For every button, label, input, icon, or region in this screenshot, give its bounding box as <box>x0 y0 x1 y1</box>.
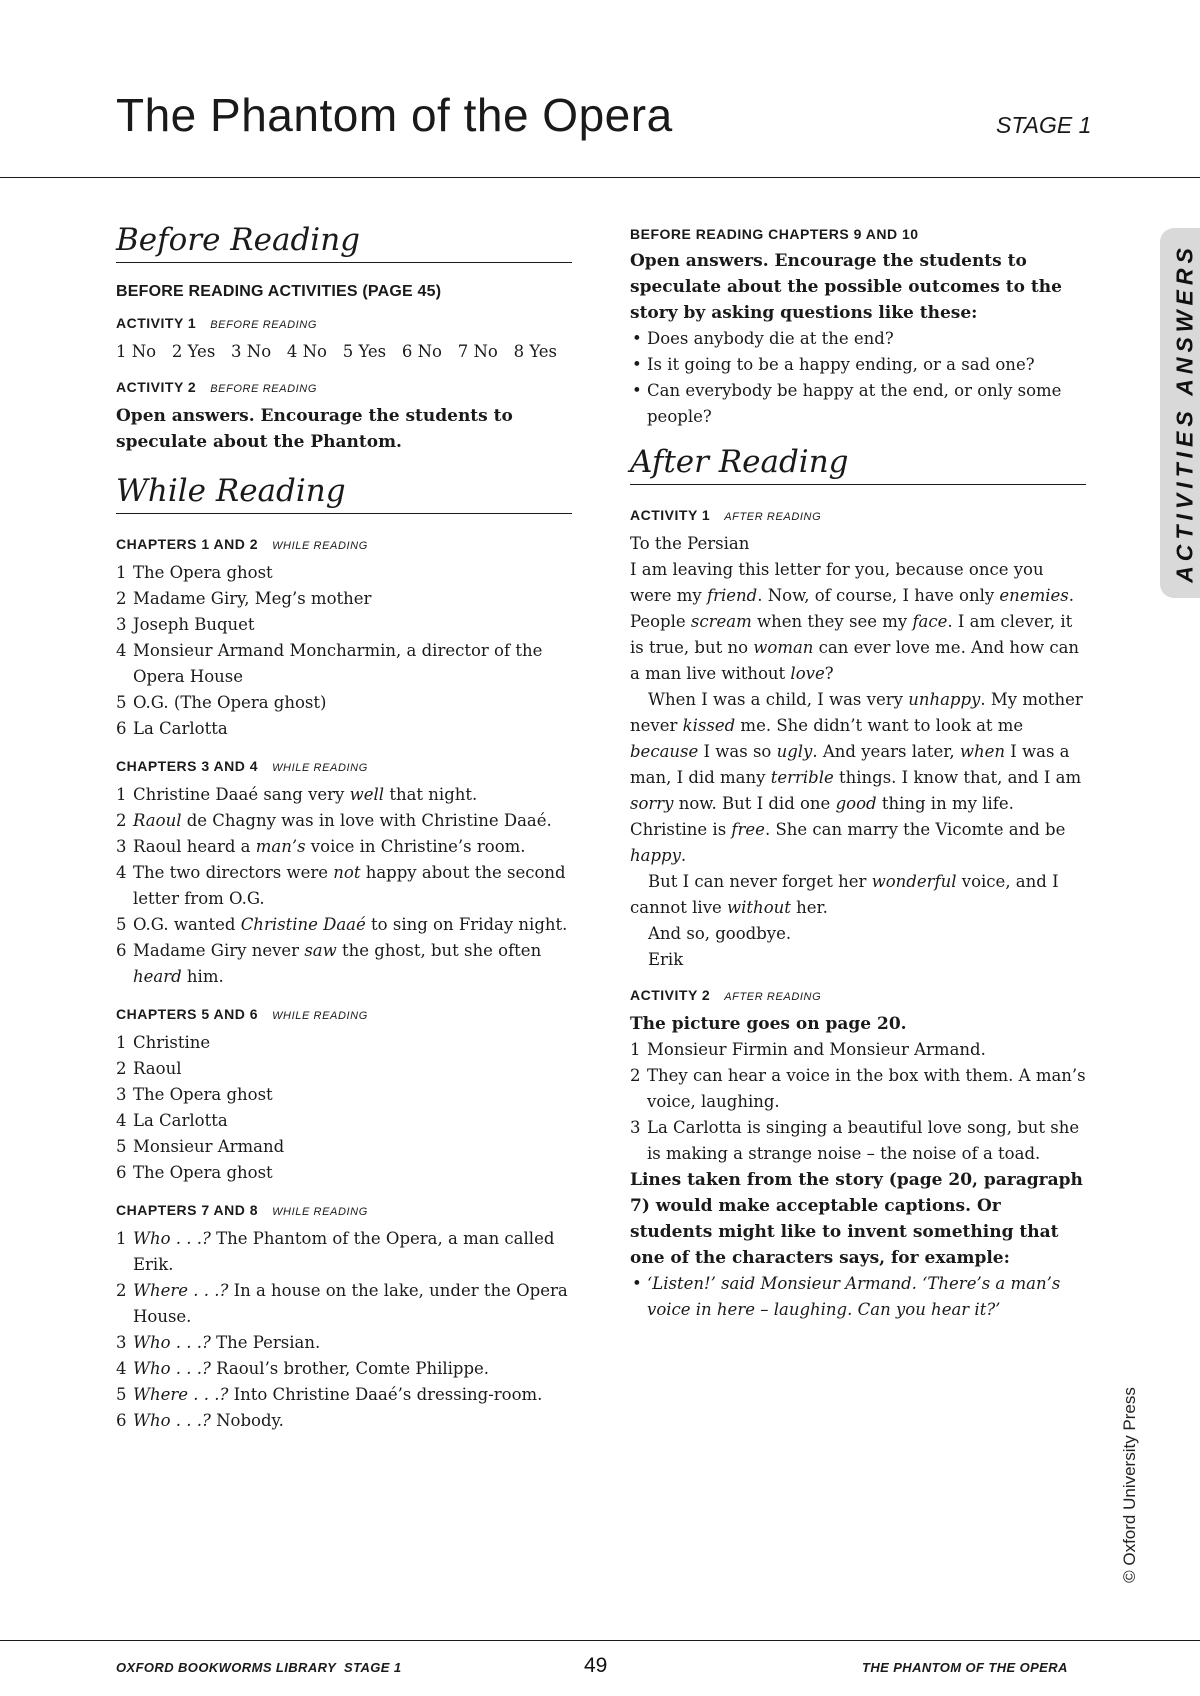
ch78-sub: WHILE READING <box>272 1206 368 1218</box>
ch12-label: CHAPTERS 1 AND 2 <box>116 536 259 552</box>
ch910-text: Open answers. Encourage the students to speculate about the possible outcomes to the story by asking questions like these: <box>630 251 1062 323</box>
ch78-heading <box>116 1200 572 1222</box>
left-column <box>116 220 572 1448</box>
item-text: They can hear a voice in the box with them. A man’s voice, laughing. <box>647 1066 1086 1111</box>
list-item <box>116 1408 572 1434</box>
copyright-notice <box>1110 1370 1150 1600</box>
item-text: La Carlotta <box>133 719 228 738</box>
item-question: Who . . .? <box>133 1333 211 1352</box>
item-text: the ghost, but she often <box>336 941 542 960</box>
activity2-captions-text: Lines taken from the story (page 20, paragraph 7) would make acceptable captions. Or students might like to invent something that one of the characters says, for example: <box>630 1170 1083 1268</box>
item-number: 6 <box>116 1163 127 1182</box>
copyright-text: © Oxford University Press <box>1120 1387 1139 1583</box>
item-answer: Christine Daaé <box>240 915 366 934</box>
ch12-sub: WHILE READING <box>272 540 368 552</box>
item-text: Raoul’s brother, Comte Philippe. <box>210 1359 490 1378</box>
list-item <box>116 1278 572 1330</box>
activity1-sub: BEFORE READING <box>210 319 318 331</box>
activity2-heading <box>116 377 572 399</box>
list-item <box>116 1160 572 1186</box>
item-number: 1 <box>116 785 127 804</box>
item-question: Who . . .? <box>133 1359 211 1378</box>
list-item <box>630 1037 1086 1063</box>
item-number: 6 <box>116 941 127 960</box>
item-number: 5 <box>116 1385 127 1404</box>
item-number: 3 <box>116 1085 127 1104</box>
page-number: 49 <box>584 1654 608 1677</box>
item-number: 3 <box>630 1118 641 1137</box>
right-column <box>630 220 1086 1335</box>
item-question: Where . . .? <box>133 1281 229 1300</box>
item-question: Who . . .? <box>133 1411 211 1430</box>
list-item <box>116 834 572 860</box>
list-item <box>630 1115 1086 1167</box>
list-item <box>116 1030 572 1056</box>
list-item <box>116 1056 572 1082</box>
after-activity1-label: ACTIVITY 1 <box>630 507 711 523</box>
item-number: 2 <box>116 811 127 830</box>
item-text: La Carlotta is singing a beautiful love song, but she is making a strange noise – the noise of a toad. <box>647 1118 1080 1163</box>
after-activity2-list <box>630 1037 1086 1167</box>
activity2-picture-text: The picture goes on page 20. <box>630 1014 907 1034</box>
ch12-list <box>116 560 572 742</box>
item-number: 2 <box>116 589 127 608</box>
item-text: that night. <box>384 785 478 804</box>
item-text: Christine Daaé sang very <box>133 785 350 804</box>
header-rule <box>0 177 1200 178</box>
before-reading-activities-heading: BEFORE READING ACTIVITIES (PAGE 45) <box>116 283 442 300</box>
item-question: Who . . .? <box>133 1229 211 1248</box>
list-item <box>116 912 572 938</box>
item-number: 1 <box>630 1040 641 1059</box>
item-text: The Persian. <box>210 1333 321 1352</box>
bullet-item: • Is it going to be a happy ending, or a sad one? <box>630 352 1086 378</box>
item-text: Madame Giry, Meg’s mother <box>133 589 372 608</box>
item-text: voice in Christine’s room. <box>305 837 526 856</box>
list-item <box>116 938 572 990</box>
item-answer: Raoul <box>133 811 182 830</box>
while-reading-heading: While Reading <box>116 471 572 514</box>
item-number: 1 <box>116 563 127 582</box>
list-item <box>630 1063 1086 1115</box>
list-item <box>116 1356 572 1382</box>
list-item <box>116 1226 572 1278</box>
item-text: The two directors were <box>133 863 334 882</box>
item-number: 4 <box>116 641 127 660</box>
item-number: 2 <box>630 1066 641 1085</box>
example-quote: ‘Listen!’ said Monsieur Armand. ‘There’s a man’s voice in here – laughing. Can you hear it?’ <box>647 1274 1061 1319</box>
page-title: The Phantom of the Opera <box>116 89 673 141</box>
bullet-item <box>630 1271 1086 1323</box>
after-activity1-sub: AFTER READING <box>724 511 822 523</box>
ch56-sub: WHILE READING <box>272 1010 368 1022</box>
item-text: him. <box>181 967 224 986</box>
activity2-sub: BEFORE READING <box>210 383 318 395</box>
ch34-sub: WHILE READING <box>272 762 368 774</box>
before-reading-heading: Before Reading <box>116 220 572 263</box>
list-item <box>116 1082 572 1108</box>
footer-series: OXFORD BOOKWORMS LIBRARY STAGE 1 <box>116 1660 402 1675</box>
activity1-label: ACTIVITY 1 <box>116 315 197 331</box>
letter-paragraph-3: But I can never forget her wonderful voice, and I cannot live without her. <box>630 872 1059 917</box>
list-item <box>116 560 572 586</box>
list-item <box>116 1382 572 1408</box>
activity2-text: Open answers. Encourage the students to speculate about the Phantom. <box>116 406 513 452</box>
ch56-heading <box>116 1004 572 1026</box>
letter-salutation: To the Persian <box>630 534 750 553</box>
item-answer: man’s <box>255 837 306 856</box>
item-text: In a house on the lake, under the Opera House. <box>133 1281 568 1326</box>
item-text: happy about the second letter from O.G. <box>133 863 566 908</box>
ch34-list <box>116 782 572 990</box>
after-activity2-sub: AFTER READING <box>724 991 822 1003</box>
list-item <box>116 860 572 912</box>
list-item <box>116 638 572 690</box>
item-text: The Opera ghost <box>133 1085 273 1104</box>
activity1-answers: 1 No 2 Yes 3 No 4 No 5 Yes 6 No 7 No 8 Yes <box>116 342 558 361</box>
item-text: Joseph Buquet <box>133 615 255 634</box>
item-answer: saw <box>304 941 337 960</box>
item-number: 6 <box>116 1411 127 1430</box>
item-text: Monsieur Firmin and Monsieur Armand. <box>647 1040 986 1059</box>
list-item <box>116 782 572 808</box>
after-reading-heading: After Reading <box>630 442 1086 485</box>
activity2-label: ACTIVITY 2 <box>116 379 197 395</box>
item-answer: not <box>333 863 361 882</box>
item-text: Nobody. <box>210 1411 284 1430</box>
item-number: 3 <box>116 615 127 634</box>
item-answer: heard <box>133 967 182 986</box>
letter-signature: Erik <box>648 950 684 969</box>
item-number: 5 <box>116 693 127 712</box>
activity2-example <box>630 1271 1086 1323</box>
side-tab <box>1160 228 1200 598</box>
item-text: The Opera ghost <box>133 563 273 582</box>
list-item <box>116 612 572 638</box>
ch56-list <box>116 1030 572 1186</box>
after-activity1-heading <box>630 505 1086 527</box>
ch34-heading <box>116 756 572 778</box>
after-activity2-label: ACTIVITY 2 <box>630 987 711 1003</box>
item-number: 3 <box>116 837 127 856</box>
ch12-heading <box>116 534 572 556</box>
activity1-heading <box>116 313 572 335</box>
list-item <box>116 1134 572 1160</box>
bullet-item: • Can everybody be happy at the end, or only some people? <box>630 378 1086 430</box>
item-question: Where . . .? <box>133 1385 229 1404</box>
item-text: O.G. wanted <box>133 915 241 934</box>
list-item <box>116 808 572 834</box>
item-text: La Carlotta <box>133 1111 228 1130</box>
item-number: 4 <box>116 1111 127 1130</box>
item-number: 5 <box>116 915 127 934</box>
ch34-label: CHAPTERS 3 AND 4 <box>116 758 259 774</box>
stage-label: STAGE 1 <box>996 112 1092 138</box>
footer-book-title: THE PHANTOM OF THE OPERA <box>862 1660 1068 1675</box>
list-item <box>116 1108 572 1134</box>
item-number: 1 <box>116 1229 127 1248</box>
footer-rule <box>0 1640 1200 1641</box>
ch56-label: CHAPTERS 5 AND 6 <box>116 1006 259 1022</box>
item-text: Raoul heard a <box>133 837 256 856</box>
list-item <box>116 586 572 612</box>
list-item <box>116 690 572 716</box>
item-answer: well <box>349 785 385 804</box>
item-number: 2 <box>116 1281 127 1300</box>
item-text: Monsieur Armand <box>133 1137 285 1156</box>
after-activity2-heading <box>630 985 1086 1007</box>
item-text: de Chagny was in love with Christine Daaé. <box>181 811 552 830</box>
ch78-list <box>116 1226 572 1434</box>
item-text: The Opera ghost <box>133 1163 273 1182</box>
list-item <box>116 1330 572 1356</box>
item-number: 5 <box>116 1137 127 1156</box>
item-number: 4 <box>116 1359 127 1378</box>
item-text: Christine <box>133 1033 211 1052</box>
item-text: Madame Giry never <box>133 941 305 960</box>
item-number: 3 <box>116 1333 127 1352</box>
item-text: to sing on Friday night. <box>365 915 568 934</box>
letter-closing: And so, goodbye. <box>648 924 792 943</box>
item-number: 4 <box>116 863 127 882</box>
item-text: Monsieur Armand Moncharmin, a director of the Opera House <box>133 641 543 686</box>
item-text: Raoul <box>133 1059 182 1078</box>
item-number: 1 <box>116 1033 127 1052</box>
item-number: 6 <box>116 719 127 738</box>
letter-paragraph-1: I am leaving this letter for you, because once you were my friend. Now, of course, I have only enemies. People scream when they see my face. I am clever, it is true, but no woman can ever love me. And how can a man live without love? <box>630 560 1080 683</box>
ch910-heading: BEFORE READING CHAPTERS 9 AND 10 <box>630 226 919 242</box>
item-text: O.G. (The Opera ghost) <box>133 693 327 712</box>
letter-paragraph-2: When I was a child, I was very unhappy. My mother never kissed me. She didn’t want to look at me because I was so ugly. And years later, when I was a man, I did many terrible things. I know that, and I am sorry now. But I did one good thing in my life. Christine is free. She can marry the Vicomte and be happy. <box>630 690 1083 865</box>
ch910-bullets <box>630 326 1086 430</box>
ch78-label: CHAPTERS 7 AND 8 <box>116 1202 259 1218</box>
item-text: The Phantom of the Opera, a man called Erik. <box>133 1229 555 1274</box>
item-number: 2 <box>116 1059 127 1078</box>
side-tab-label: ACTIVITIES ANSWERS <box>1171 243 1198 583</box>
item-text: Into Christine Daaé’s dressing-room. <box>228 1385 543 1404</box>
list-item <box>116 716 572 742</box>
bullet-item: • Does anybody die at the end? <box>630 326 1086 352</box>
